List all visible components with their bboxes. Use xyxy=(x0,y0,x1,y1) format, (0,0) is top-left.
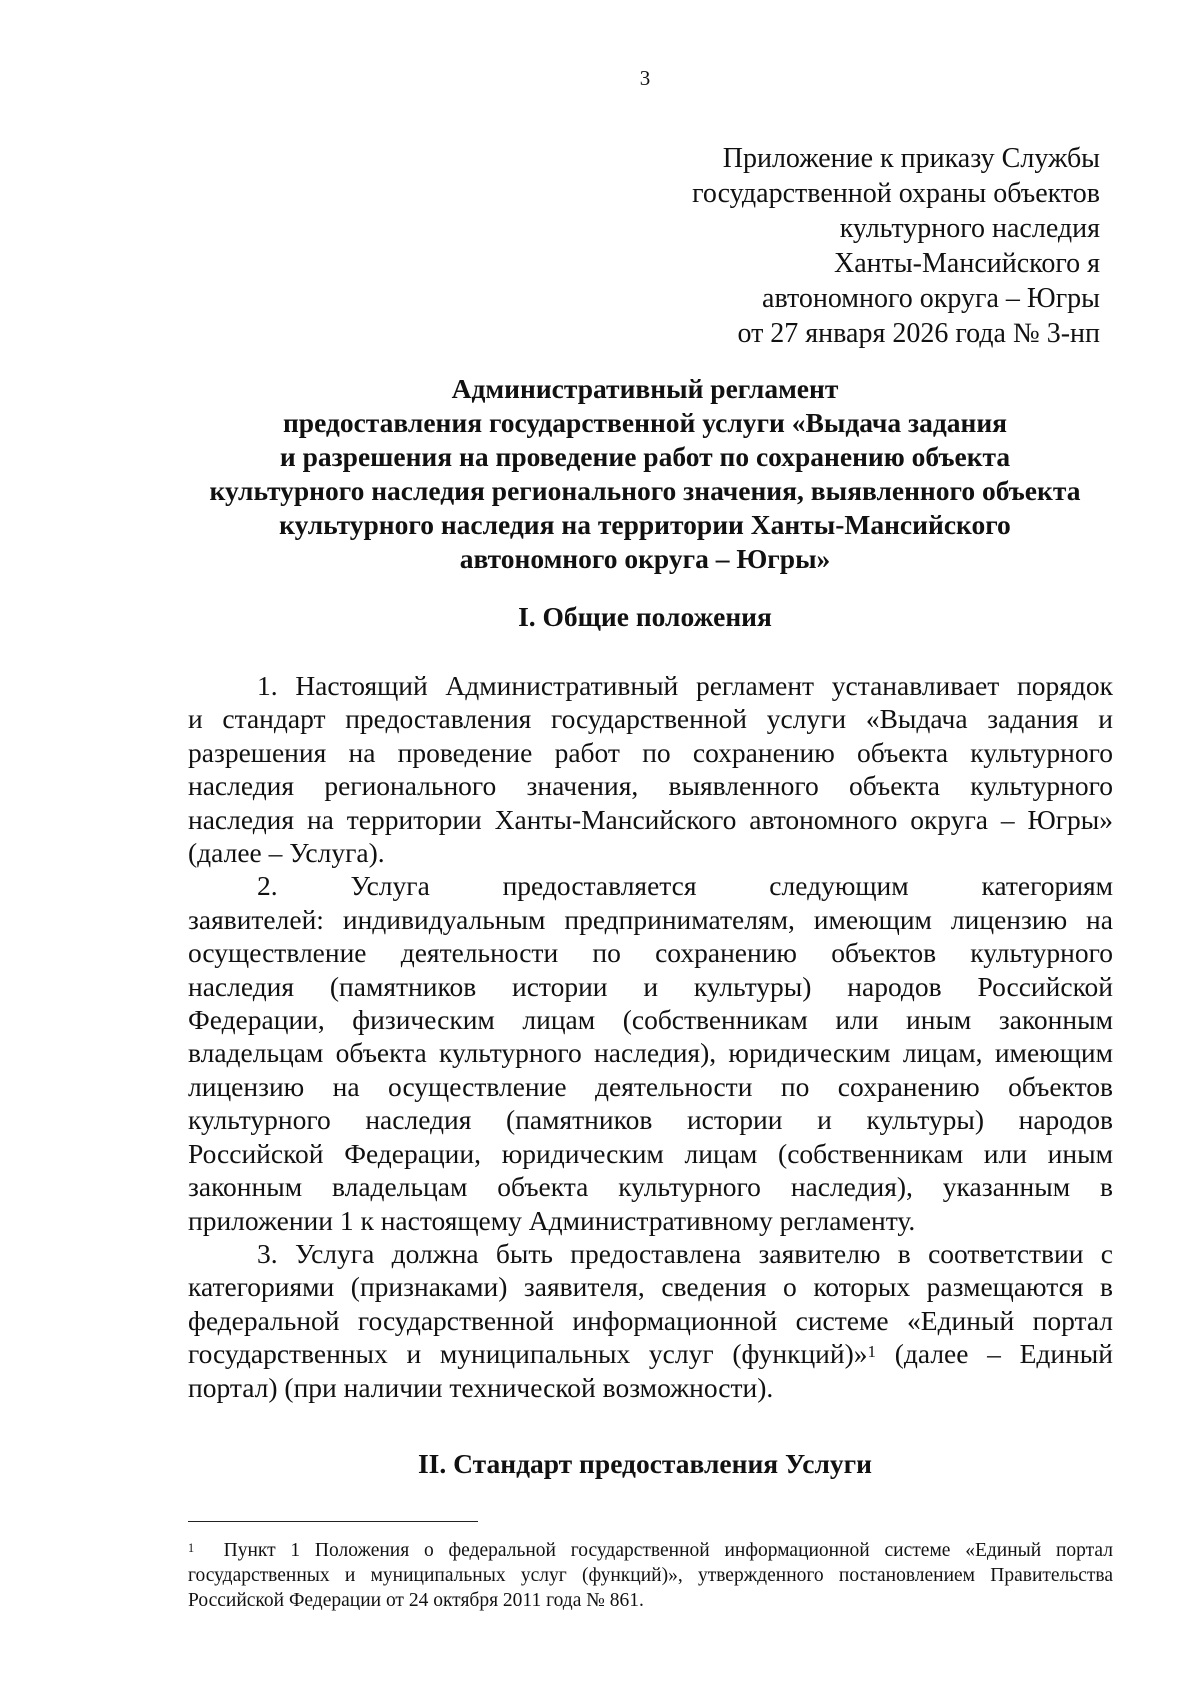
paragraph-line: Федерации, физическим лицам (собственникам или иным законным xyxy=(188,1004,1113,1036)
paragraph-line: разрешения на проведение работ по сохранению объекта культурного xyxy=(188,736,1113,768)
paragraph-line: лицензию на осуществление деятельности по сохранению объектов xyxy=(188,1070,1113,1102)
paragraph-line: владельцам объекта культурного наследия), юридическим лицам, имеющим xyxy=(188,1037,1113,1069)
title-line: Административный регламент xyxy=(451,373,839,404)
footnote-line xyxy=(188,1538,1113,1563)
paragraph-line: культурного наследия (памятников истории и культуры) народов xyxy=(188,1104,1113,1136)
approval-line: культурного наследия xyxy=(839,213,1100,244)
paragraph-line: и стандарт предоставления государственной услуги «Выдача задания и xyxy=(188,703,1113,735)
paragraph-1 xyxy=(188,669,1113,869)
title-line: предоставления государственной услуги «Выдача задания xyxy=(282,407,1008,438)
footnote-reference[interactable]: 1 xyxy=(867,1342,877,1362)
paragraph-line: Российской Федерации, юридическим лицам (собственникам или иным xyxy=(188,1137,1113,1169)
footnote-text: Пункт 1 Положения о федеральной государственной информационной системе «Единый портал xyxy=(223,1540,1113,1561)
paragraph-line: приложении 1 к настоящему Административному регламенту. xyxy=(188,1204,916,1236)
paragraph-line: 1. Настоящий Административный регламент устанавливает порядок xyxy=(257,670,1113,701)
paragraph-line: федеральной государственной информационной системе «Единый портал xyxy=(188,1304,1113,1336)
footnote-line: Российской Федерации от 24 октября 2011 года № 861. xyxy=(188,1590,644,1611)
page-number: 3 xyxy=(639,66,651,90)
paragraph-line: наследия на территории Ханты-Мансийского автономного округа – Югры» xyxy=(188,803,1113,835)
paragraph-line: 2. Услуга предоставляется следующим категориям xyxy=(257,870,1113,902)
paragraph-line: наследия (памятников истории и культуры) народов Российской xyxy=(188,970,1113,1002)
title-line: культурного наследия регионального значения, выявленного объекта xyxy=(209,475,1081,506)
paragraph-3 xyxy=(188,1237,1113,1404)
paragraph-line xyxy=(188,1337,1113,1370)
approval-line: Ханты-Мансийского я xyxy=(834,248,1100,279)
approval-line: автономного округа – Югры xyxy=(762,283,1100,314)
footnote-line: государственных и муниципальных услуг (функций)», утвержденного постановлением Правительства xyxy=(188,1565,1113,1586)
paragraph-line: наследия регионального значения, выявленного объекта культурного xyxy=(188,770,1113,802)
approval-block xyxy=(692,141,1100,351)
paragraph-line: осуществление деятельности по сохранению объектов культурного xyxy=(188,937,1113,969)
document-title xyxy=(150,372,1140,576)
title-line: автономного округа – Югры» xyxy=(459,543,831,574)
footnote-divider xyxy=(188,1521,478,1522)
approval-line: государственной охраны объектов xyxy=(692,178,1100,209)
paragraph-line: (далее – Услуга). xyxy=(188,837,385,869)
title-line: и разрешения на проведение работ по сохранению объекта xyxy=(279,441,1011,472)
approval-line: Приложение к приказу Службы xyxy=(722,143,1100,174)
section-body-general xyxy=(188,669,1113,1404)
approval-line: от 27 января 2026 года № 3-нп xyxy=(737,318,1100,349)
section-heading-standard: II. Стандарт предоставления Услуги xyxy=(417,1448,872,1479)
paragraph-text: (далее – Единый xyxy=(876,1338,1113,1370)
paragraph-2 xyxy=(188,869,1113,1236)
paragraph-line: портал) (при наличии технической возможности). xyxy=(188,1371,774,1403)
title-line: культурного наследия на территории Ханты-Мансийского xyxy=(279,509,1011,540)
paragraph-line: заявителей: индивидуальным предпринимателям, имеющим лицензию на xyxy=(188,903,1113,935)
paragraph-line: 3. Услуга должна быть предоставлена заявителю в соответствии с xyxy=(257,1237,1113,1269)
paragraph-text: государственных и муниципальных услуг (функций)» xyxy=(188,1338,868,1370)
footnote xyxy=(188,1538,1113,1613)
section-heading-general: I. Общие положения xyxy=(518,601,772,632)
footnote-mark: 1 xyxy=(188,1541,195,1555)
paragraph-line: законным владельцам объекта культурного наследия), указанным в xyxy=(188,1171,1113,1203)
paragraph-line: категориями (признаками) заявителя, сведения о которых размещаются в xyxy=(188,1271,1113,1303)
